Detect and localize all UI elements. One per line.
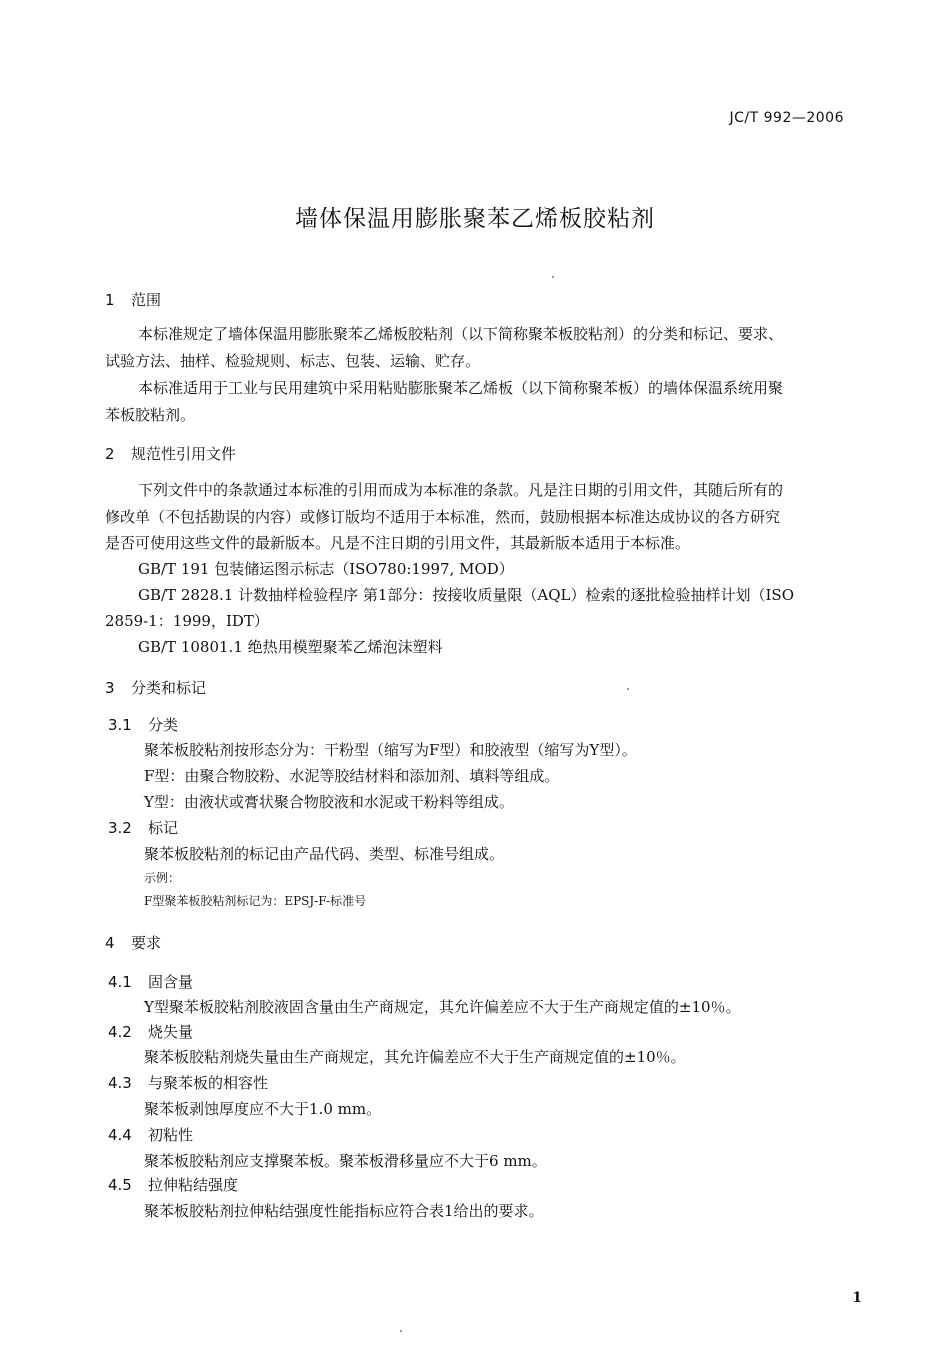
scan-speck xyxy=(400,1330,402,1332)
page-number: 1 xyxy=(852,1290,862,1306)
paragraph-line: 修改单（不包括勘误的内容）或修订版均不适用于本标准，然而，鼓励根据本标准达成协议的各方研究 xyxy=(105,508,781,526)
subsection-4-1-heading xyxy=(108,971,193,992)
section-1-heading xyxy=(105,289,161,310)
subsection-4-4-heading xyxy=(108,1124,193,1145)
section-title: 范围 xyxy=(131,291,162,309)
document-title: 墙体保温用膨胀聚苯乙烯板胶粘剂 xyxy=(295,206,655,232)
subsection-title: 烧失量 xyxy=(148,1023,194,1041)
subsection-title: 与聚苯板的相容性 xyxy=(148,1074,269,1092)
paragraph-line: F型：由聚合物胶粉、水泥等胶结材料和添加剂、填料等组成。 xyxy=(144,767,560,785)
scan-speck xyxy=(552,276,554,278)
subsection-title: 分类 xyxy=(148,716,179,734)
section-title: 分类和标记 xyxy=(131,679,207,697)
paragraph-line: 试验方法、抽样、检验规则、标志、包装、运输、贮存。 xyxy=(105,352,481,370)
section-number: 2 xyxy=(105,445,115,463)
subsection-4-5-heading xyxy=(108,1174,238,1195)
reference-item: GB/T 191 包装储运图示标志（ISO780:1997, MOD） xyxy=(138,560,514,578)
subsection-title: 拉伸粘结强度 xyxy=(148,1176,239,1194)
subsection-number: 4.3 xyxy=(108,1074,132,1092)
paragraph-line: Y型聚苯板胶粘剂胶液固含量由生产商规定，其允许偏差应不大于生产商规定值的±10％。 xyxy=(144,998,741,1016)
subsection-number: 4.2 xyxy=(108,1023,132,1041)
section-title: 要求 xyxy=(131,934,162,952)
paragraph-line: 聚苯板胶粘剂拉伸粘结强度性能指标应符合表1给出的要求。 xyxy=(144,1202,544,1220)
example-label: 示例： xyxy=(144,871,181,885)
section-3-heading xyxy=(105,677,206,698)
section-number: 1 xyxy=(105,291,115,309)
section-4-heading xyxy=(105,932,161,953)
paragraph-line: 本标准适用于工业与民用建筑中采用粘贴膨胀聚苯乙烯板（以下简称聚苯板）的墙体保温系统用聚 xyxy=(138,379,784,397)
subsection-number: 4.1 xyxy=(108,973,132,991)
reference-item: GB/T 2828.1 计数抽样检验程序 第1部分：按接收质量限（AQL）检索的逐批检验抽样计划（ISO xyxy=(138,586,794,604)
subsection-title: 标记 xyxy=(148,819,179,837)
standard-code: JC/T 992—2006 xyxy=(729,110,844,126)
paragraph-line: 聚苯板胶粘剂烧失量由生产商规定，其允许偏差应不大于生产商规定值的±10％。 xyxy=(144,1048,686,1066)
paragraph-line: 苯板胶粘剂。 xyxy=(105,406,196,424)
paragraph-line: 聚苯板胶粘剂的标记由产品代码、类型、标准号组成。 xyxy=(144,845,505,863)
section-number: 4 xyxy=(105,934,115,952)
paragraph-line: 本标准规定了墙体保温用膨胀聚苯乙烯板胶粘剂（以下简称聚苯板胶粘剂）的分类和标记、要求、 xyxy=(138,325,784,343)
subsection-title: 固含量 xyxy=(148,973,194,991)
reference-item-continued: 2859-1：1999，IDT） xyxy=(105,612,269,630)
subsection-number: 4.5 xyxy=(108,1176,132,1194)
example-text: F型聚苯板胶粘剂标记为：EPSJ-F-标准号 xyxy=(144,894,367,908)
scan-speck xyxy=(627,688,629,690)
paragraph-line: Y型：由液状或膏状聚合物胶液和水泥或干粉料等组成。 xyxy=(144,793,514,811)
paragraph-line: 下列文件中的条款通过本标准的引用而成为本标准的条款。凡是注日期的引用文件，其随后所有的 xyxy=(138,481,784,499)
subsection-3-2-heading xyxy=(108,817,178,838)
paragraph-line: 是否可使用这些文件的最新版本。凡是不注日期的引用文件，其最新版本适用于本标准。 xyxy=(105,534,691,552)
subsection-number: 3.1 xyxy=(108,716,132,734)
subsection-number: 4.4 xyxy=(108,1126,132,1144)
paragraph-line: 聚苯板胶粘剂按形态分为：干粉型（缩写为F型）和胶液型（缩写为Y型）。 xyxy=(144,741,637,759)
subsection-number: 3.2 xyxy=(108,819,132,837)
paragraph-line: 聚苯板剥蚀厚度应不大于1.0 mm。 xyxy=(144,1100,382,1118)
section-number: 3 xyxy=(105,679,115,697)
subsection-title: 初粘性 xyxy=(148,1126,194,1144)
section-2-heading xyxy=(105,443,236,464)
subsection-4-2-heading xyxy=(108,1021,193,1042)
reference-item: GB/T 10801.1 绝热用模塑聚苯乙烯泡沫塑料 xyxy=(138,638,443,656)
section-title: 规范性引用文件 xyxy=(131,445,237,463)
subsection-3-1-heading xyxy=(108,714,178,735)
subsection-4-3-heading xyxy=(108,1072,268,1093)
paragraph-line: 聚苯板胶粘剂应支撑聚苯板。聚苯板滑移量应不大于6 mm。 xyxy=(144,1152,547,1170)
